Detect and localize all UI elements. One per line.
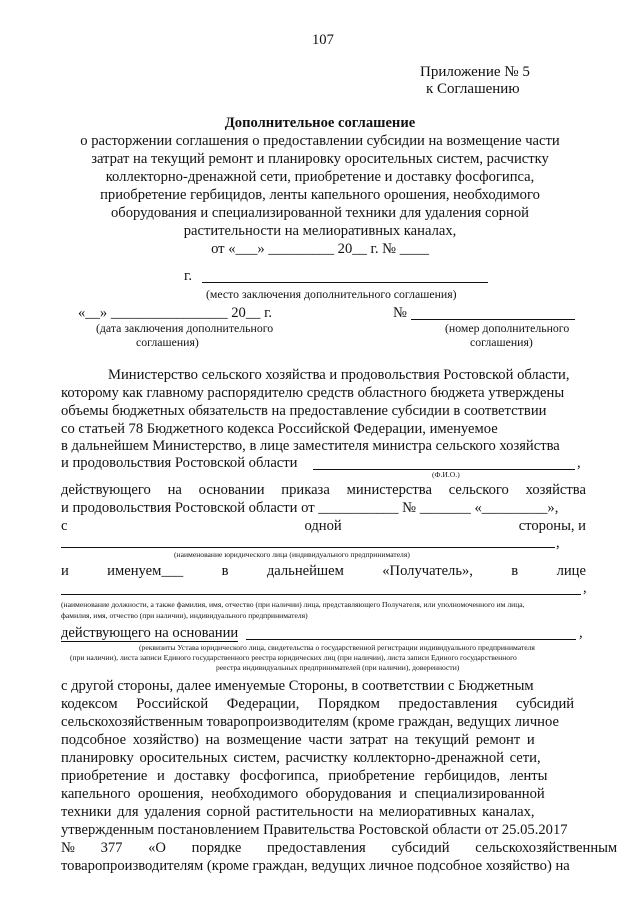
page-number: 107 [312,32,334,48]
number-caption: соглашения) [470,335,533,349]
body-line: утвержденным постановлением Правительства Ростовской области от 25.05.2017 [61,822,568,838]
fio-caption: (Ф.И.О.) [432,470,460,479]
representative-line[interactable] [61,594,581,595]
body-line: и продовольствия Ростовской области [61,455,298,471]
body-line: товаропроизводителям (кроме граждан, ведущих личное подсобное хозяйство) на [61,858,570,874]
place-caption: (место заключения дополнительного соглашения) [206,287,457,301]
appendix-reference: к Соглашению [426,81,520,97]
appendix-number: Приложение № 5 [420,64,530,80]
body-line: с другой стороны, далее именуемые Стороны, в соответствии с Бюджетным [61,678,534,694]
document-page: 107 Приложение № 5 к Соглашению Дополнительное соглашение о расторжении соглашения о предоставлении субсидии на возмещение части затрат на текущий ремонт и планировку оросительных систем, расчистку коллекторно-дренажной сети, приобретение и доставку фосфогипса, приобретение гербицидов, ленты капельного орошения, необходимого оборудования и специализированной техники для удаления сорной растительности на мелиоративных каналах, от «___» _________ 20__ г. № ____ г. (место заключения дополнительного соглашения) «__» ________________ 20__ г. № (дата заключения дополнительного соглашения) (номер дополнительного соглашения) Министерство сельского хозяйства и продовольствия Ростовской области, которому как главному распорядителю средств областного бюджета утверждены объемы бюджетных обязательств на предоставление субсидии в соответствии со статьей 78 Бюджетного кодекса Российской Федерации, именуемое в дальнейшем Министерство, в лице заместителя министра сельского хозяйства и продовольствия Ростовской области , (Ф.И.О.) действующего на основании приказа министерства сельского хозяйства и продовольствия Ростовской области от ___________ № _______ «_________», с одной стороны, и , (наименование юридического лица (индивидуального предпринимателя) и именуем___ в дальнейшем «Получатель», в лице , (наименование должности, а также фамилия, имя, отчество (при наличии) лица, представляющего Получателя, или уполномоченного им лица, фамилия, имя, отчество (при наличии), индивидуального предпринимателя) действующего на основании , (реквизиты Устава юридического лица, свидетельства о государственной регистрации индивидуального предпринимателя (при наличии), листа записи Единого государственного реестра юридических лиц (при наличии), листа записи Единого государственного реестра индивидуальных предпринимателей (при наличии), доверенности) с другой стороны, далее именуемые Стороны, в соответствии с Бюджетным кодексом Российской Федерации, Порядком предоставления субсидий сельскохозяйственным товаропроизводителям (кроме граждан, ведущих личное подсобное хозяйство) на возмещение части затрат на текущий ремонт и планировку оросительных систем, расчистку коллекторно-дренажной сети, приобретение и доставку фосфогипса, приобретение гербицидов, ленты капельного орошения, необходимого оборудования и специализированной техники для удаления сорной растительности на мелиоративных каналах, утвержденным постановлением Правительства Ростовской области от 25.05.2017 № 377 «О порядке предоставления субсидий сельскохозяйственным товаропроизводителям (кроме граждан, ведущих личное подсобное хозяйство) на [0,0,640,905]
body-line: с одной стороны, и [61,518,586,534]
date-caption: (дата заключения дополнительного [96,321,274,335]
title-line: оборудования и специализированной техники для удаления сорной [111,205,529,221]
acting-on-basis: действующего на основании [61,625,239,641]
legal-entity-line[interactable] [61,547,555,548]
basis-line[interactable] [246,639,576,640]
requisites-caption: (реквизиты Устава юридического лица, свидетельства о государственной регистрации индивидуального предпринимателя [139,643,535,652]
body-line: действующего на основании приказа министерства сельского хозяйства [61,482,586,498]
title-line: приобретение гербицидов, ленты капельного орошения, необходимого [100,187,540,203]
representative-caption: (наименование должности, а также фамилия, имя, отчество (при наличии) лица, представляющего Получателя, или уполномоченного им лица, [61,600,525,609]
body-line: со статьей 78 Бюджетного кодекса Российской Федерации, именуемое [61,421,498,437]
place-prefix: г. [184,268,192,284]
body-line: объемы бюджетных обязательств на предоставление субсидии в соответствии [61,403,547,419]
requisites-caption: (при наличии), листа записи Единого государственного реестра юридических лиц (при наличии), листа записи Единого государственного [70,653,517,662]
representative-caption: фамилия, имя, отчество (при наличии), индивидуального предпринимателя) [61,611,308,620]
legal-entity-caption: (наименование юридического лица (индивидуального предпринимателя) [174,550,410,559]
body-line: и именуем___ в дальнейшем «Получатель», в лице [61,563,586,579]
title-line: затрат на текущий ремонт и планировку оросительных систем, расчистку [91,151,549,167]
agreement-date: «__» ________________ 20__ г. [78,305,273,321]
body-line: которому как главному распорядителю средств областного бюджета утверждены [61,385,565,401]
title-line: о расторжении соглашения о предоставлении субсидии на возмещение части [80,133,560,149]
body-line: в дальнейшем Министерство, в лице заместителя министра сельского хозяйства [61,438,560,454]
body-line: планировку оросительных систем, расчистку коллекторно-дренажной сети, [61,750,541,766]
number-caption: (номер дополнительного [445,321,570,335]
title-date-number: от «___» _________ 20__ г. № ____ [211,241,429,257]
number-line[interactable] [411,319,575,320]
body-line: сельскохозяйственным товаропроизводителям (кроме граждан, ведущих личное [61,714,559,730]
body-line: Министерство сельского хозяйства и продовольствия Ростовской области, [108,367,570,383]
body-line: и продовольствия Ростовской области от ___________ № _______ «_________», [61,500,559,516]
title-line: коллекторно-дренажной сети, приобретение и доставку фосфогипса, [105,169,535,185]
date-caption: соглашения) [136,335,199,349]
requisites-caption: реестра индивидуальных предпринимателей (при наличии), доверенности) [216,663,460,672]
title-line: растительности на мелиоративных каналах, [183,223,457,239]
body-line: кодексом Российской Федерации, Порядком предоставления субсидий [61,696,575,712]
document-heading: Дополнительное соглашение [224,115,416,131]
body-line: подсобное хозяйство) на возмещение части затрат на текущий ремонт и [61,732,535,748]
body-line: № 377 «О порядке предоставления субсидий сельскохозяйственным [61,840,618,856]
body-line: приобретение и доставку фосфогипса, приобретение гербицидов, ленты [61,768,548,784]
number-sign: № [393,305,407,321]
body-line: капельного орошения, необходимого оборудования и специализированной [61,786,545,802]
place-line[interactable] [202,282,488,283]
body-line: техники для удаления сорной растительности на мелиоративных каналах, [61,804,535,820]
